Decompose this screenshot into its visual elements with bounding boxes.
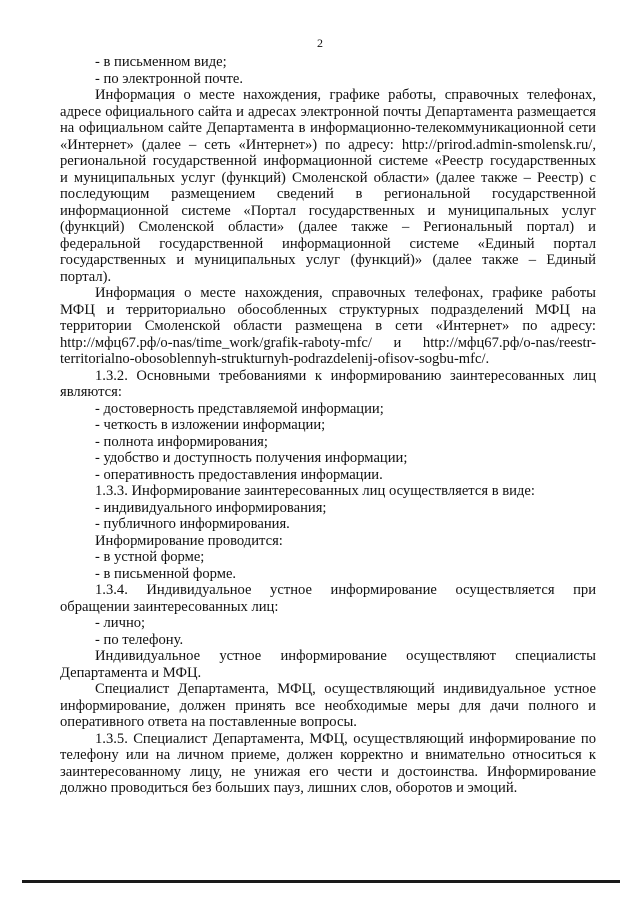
text-line: и муниципальных услуг (функций) Смоленской области» (далее также – Реестр) с [60, 169, 596, 186]
text-line: обращении заинтересованных лиц: [60, 598, 279, 615]
page-number: 2 [317, 36, 323, 50]
text-line: МФЦ и территориально обособленных структурных подразделений МФЦ на [60, 301, 596, 318]
text-line: - удобство и доступность получения информации; [95, 450, 408, 466]
text-line: - по электронной почте. [95, 70, 244, 87]
text-line: территории Смоленской области размещена в сети «Интернет» по адресу: [60, 318, 596, 334]
text-line: 1.3.5. Специалист Департамента, МФЦ, осуществляющий информирование по [95, 730, 596, 747]
text-line: «Интернет» (далее – сеть «Интернет») по адресу: http://prirod.admin-smolensk.ru/, [60, 136, 596, 153]
text-line: - полнота информирования; [95, 433, 268, 450]
text-line: Информирование проводится: [95, 532, 283, 549]
text-line: Информация о месте нахождения, графике работы, справочных телефонах, [95, 87, 596, 103]
text-line: Специалист Департамента, МФЦ, осуществляющий индивидуальное устное [95, 681, 596, 697]
text-line: - публичного информирования. [95, 516, 290, 532]
text-line: 1.3.4. Индивидуальное устное информирование осуществляется при [95, 582, 596, 598]
text-line: - в письменном виде; [95, 54, 227, 70]
text-line: заинтересованному лицу, не унижая его чести и достоинства. Информирование [60, 763, 596, 780]
text-line: 1.3.3. Информирование заинтересованных лиц осуществляется в виде: [95, 483, 535, 499]
text-line: territorialno-obosoblennyh-strukturnyh-podrazdelenij-ofisov-sogbu-mfc/. [60, 351, 490, 367]
text-line: оперативного ответа на поставленные вопросы. [60, 714, 357, 730]
text-line: Департамента и МФЦ. [60, 664, 202, 681]
text-line: должно проводиться без больших пауз, лишних слов, оборотов и эмоций. [60, 780, 518, 796]
text-line: последующим размещением сведений в региональной государственной [60, 186, 596, 202]
text-line: - достоверность представляемой информации; [95, 400, 384, 417]
footer-rule [22, 880, 620, 883]
text-line: Индивидуальное устное информирование осуществляют специалисты [95, 648, 596, 664]
text-line: http://мфц67.рф/o-nas/time_work/grafik-raboty-mfc/ и http://мфц67.рф/o-nas/reestr- [60, 334, 596, 351]
text-line: - в устной форме; [95, 549, 205, 565]
text-line: - оперативность предоставления информации. [95, 466, 383, 483]
text-line: информирование, должен принять все необходимые меры для дачи полного и [60, 697, 596, 714]
text-line: адресе официального сайта и адресах электронной почты Департамента размещается [60, 103, 596, 120]
text-line: 1.3.2. Основными требованиями к информированию заинтересованных лиц [95, 367, 596, 384]
text-line: являются: [60, 384, 122, 400]
text-line: государственных и муниципальных услуг (функций)» (далее также – Единый [60, 252, 596, 268]
text-line: информационной системе «Портал государственных и муниципальных услуг [60, 202, 596, 219]
text-line: - лично; [95, 615, 146, 631]
text-line: федеральной государственной информационной системе «Единый портал [60, 235, 596, 252]
text-line: на официальном сайте Департамента в информационно-телекоммуникационной сети [60, 120, 596, 136]
text-line: региональной государственной информационной системе «Реестр государственных [60, 153, 596, 169]
text-line: - в письменной форме. [95, 565, 237, 582]
text-line: - индивидуального информирования; [95, 499, 327, 516]
text-line: - по телефону. [95, 631, 184, 648]
text-line: - четкость в изложении информации; [95, 417, 326, 433]
text-line: (функций) Смоленской области» (далее также – Региональный портал) и [60, 219, 596, 235]
text-line: телефону или на личном приеме, должен корректно и внимательно относиться к [60, 747, 596, 763]
document-body [60, 54, 596, 797]
text-line: Информация о месте нахождения, справочных телефонах, графике работы [95, 285, 596, 301]
text-line: портал). [60, 268, 112, 285]
